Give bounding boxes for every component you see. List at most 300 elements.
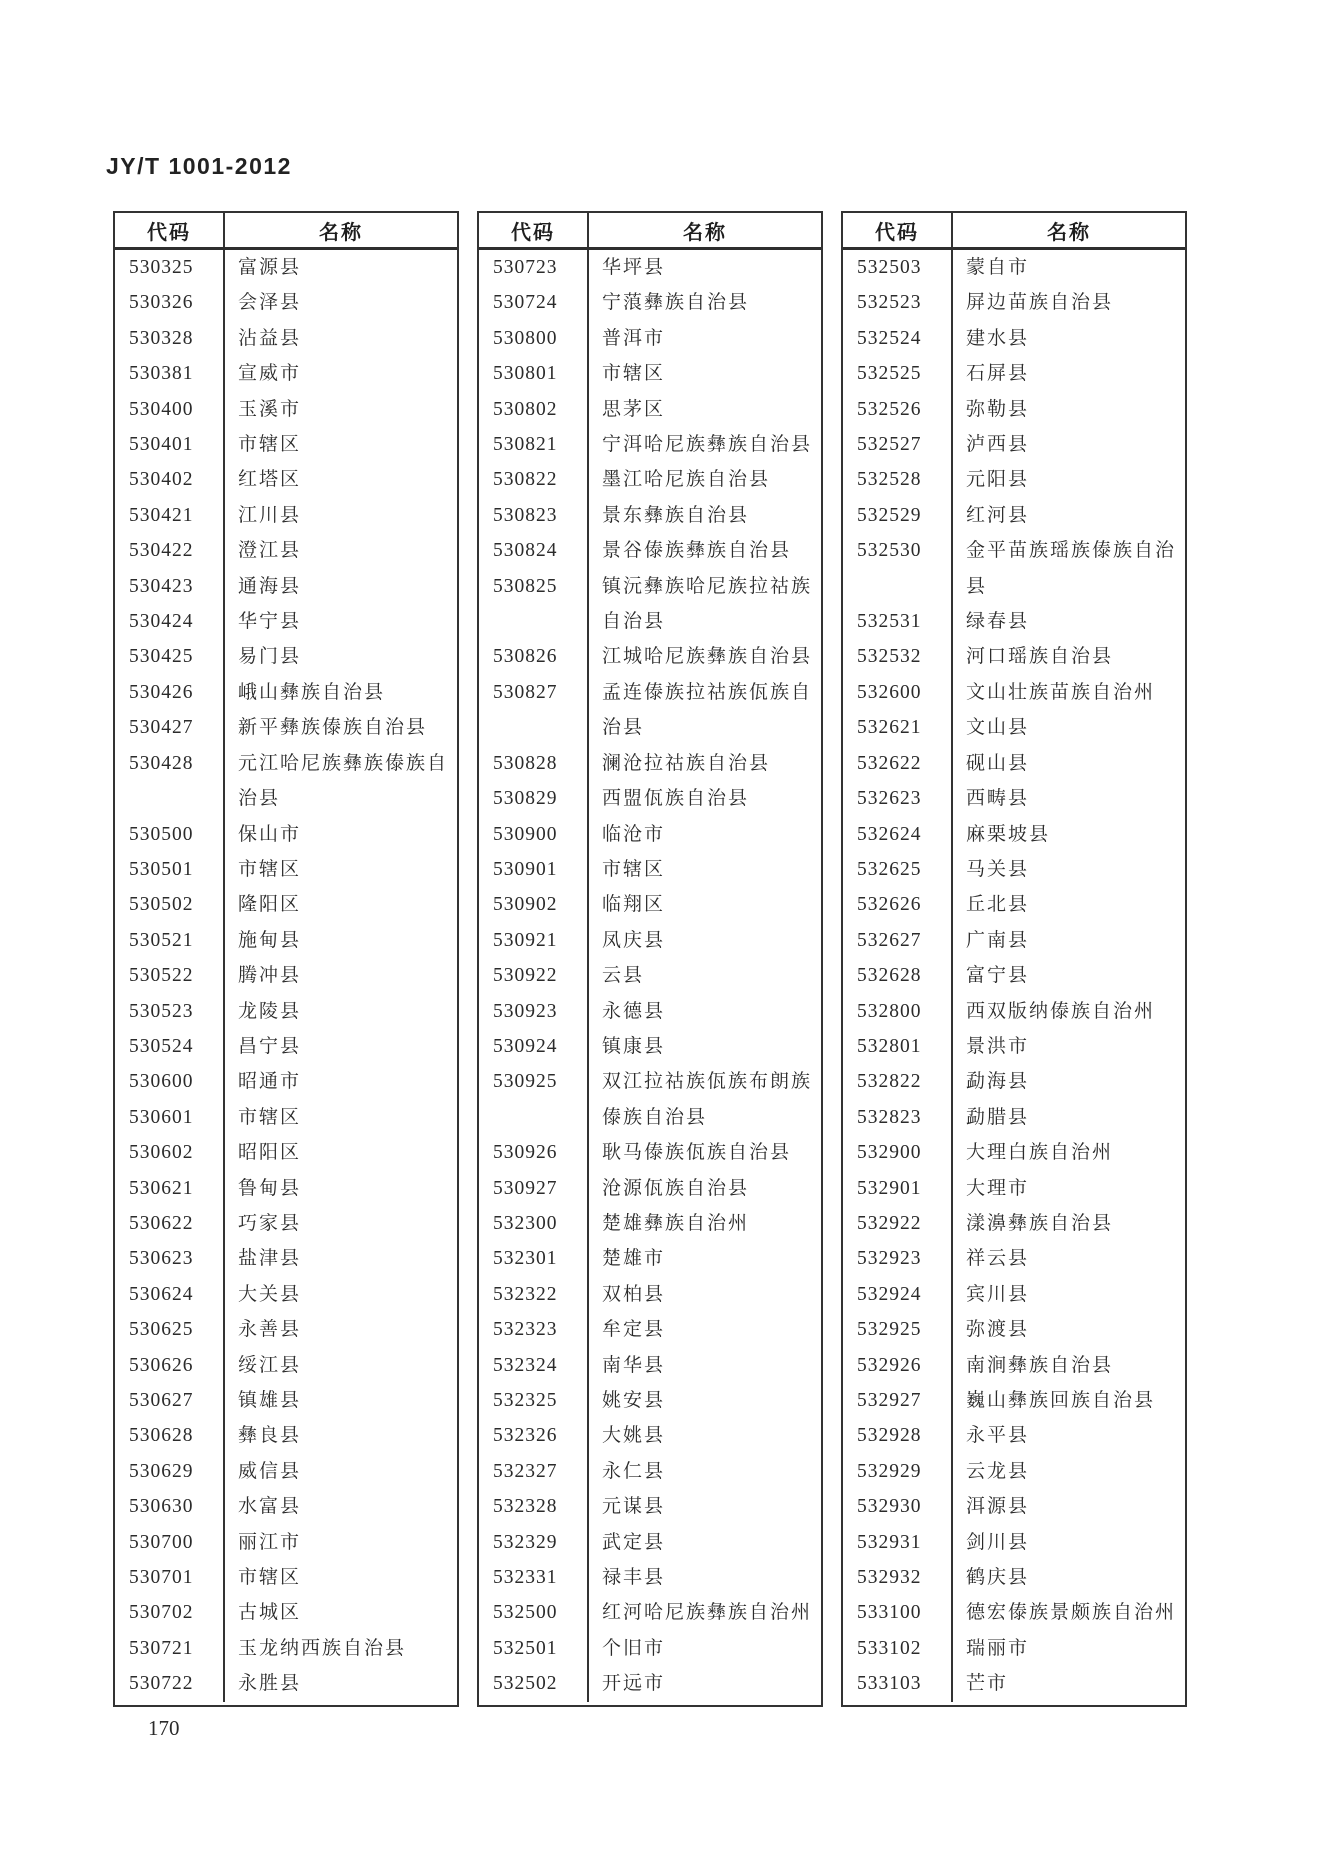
region-code: 532502 [493, 1673, 558, 1695]
region-name: 弥渡县 [951, 1312, 1185, 1347]
region-code: 530722 [129, 1673, 194, 1695]
code-table-middle [477, 211, 823, 1707]
region-name: 洱源县 [951, 1489, 1185, 1524]
region-code: 532822 [857, 1071, 922, 1093]
table-row [843, 1595, 1185, 1630]
region-code: 532622 [857, 752, 922, 774]
region-name: 勐海县 [951, 1064, 1185, 1099]
region-code: 530925 [493, 1071, 558, 1093]
region-name: 蒙自市 [951, 250, 1185, 285]
table-row [115, 1418, 457, 1453]
table-row [843, 250, 1185, 285]
region-name: 景东彝族自治县 [587, 498, 821, 533]
region-name: 丘北县 [951, 887, 1185, 922]
table-row [115, 852, 457, 887]
table-row [843, 1312, 1185, 1347]
region-code: 530923 [493, 1000, 558, 1022]
table-row [115, 1489, 457, 1524]
region-code: 530326 [129, 292, 194, 314]
table-row [115, 321, 457, 356]
table-row [479, 1277, 821, 1312]
table-row [843, 1631, 1185, 1666]
region-code: 530602 [129, 1142, 194, 1164]
table-row [843, 498, 1185, 533]
region-name: 禄丰县 [587, 1560, 821, 1595]
region-code: 530723 [493, 257, 558, 278]
region-code: 530823 [493, 504, 558, 526]
region-code: 530502 [129, 894, 194, 916]
table-row [843, 533, 1185, 604]
region-name: 峨山彝族自治县 [223, 675, 457, 710]
table-row [843, 1489, 1185, 1524]
region-code: 530826 [493, 646, 558, 668]
region-code: 530828 [493, 752, 558, 774]
region-code: 532621 [857, 717, 922, 739]
column-header-code: 代码 [511, 221, 555, 244]
table-row [115, 604, 457, 639]
table-row [479, 1595, 821, 1630]
region-code: 530623 [129, 1248, 194, 1270]
table-row [115, 1206, 457, 1241]
table-row [115, 1454, 457, 1489]
region-name: 威信县 [223, 1454, 457, 1489]
table-row [479, 817, 821, 852]
table-row [843, 639, 1185, 674]
region-code: 530701 [129, 1567, 194, 1589]
table-row [115, 710, 457, 745]
table-row [843, 746, 1185, 781]
region-name: 开远市 [587, 1666, 821, 1701]
region-code: 532625 [857, 858, 922, 880]
region-code: 532800 [857, 1000, 922, 1022]
region-code: 532923 [857, 1248, 922, 1270]
region-code: 532801 [857, 1035, 922, 1057]
table-row [843, 1525, 1185, 1560]
region-code: 532327 [493, 1460, 558, 1482]
region-name: 剑川县 [951, 1525, 1185, 1560]
region-name: 昌宁县 [223, 1029, 457, 1064]
region-code: 532932 [857, 1567, 922, 1589]
region-name: 马关县 [951, 852, 1185, 887]
region-code: 530424 [129, 611, 194, 633]
region-name: 双柏县 [587, 1277, 821, 1312]
table-body [115, 250, 457, 1705]
table-row [115, 533, 457, 568]
table-row [843, 285, 1185, 320]
region-code: 530829 [493, 788, 558, 810]
region-code: 530524 [129, 1035, 194, 1057]
table-header-row [479, 213, 821, 250]
table-row [115, 498, 457, 533]
region-code: 530601 [129, 1106, 194, 1128]
table-row [115, 1666, 457, 1701]
region-name: 元阳县 [951, 462, 1185, 497]
region-code: 532301 [493, 1248, 558, 1270]
region-code: 532528 [857, 469, 922, 491]
region-name: 祥云县 [951, 1241, 1185, 1276]
table-row [479, 462, 821, 497]
table-row [479, 852, 821, 887]
region-code: 532925 [857, 1319, 922, 1341]
region-code: 532331 [493, 1567, 558, 1589]
table-row [843, 817, 1185, 852]
table-row [843, 994, 1185, 1029]
table-row [115, 1171, 457, 1206]
table-row [115, 1100, 457, 1135]
region-code: 530423 [129, 575, 194, 597]
region-code: 532529 [857, 504, 922, 526]
region-code: 530328 [129, 327, 194, 349]
region-name: 云龙县 [951, 1454, 1185, 1489]
region-name: 大关县 [223, 1277, 457, 1312]
region-name: 漾濞彝族自治县 [951, 1206, 1185, 1241]
table-row [479, 569, 821, 640]
table-row [115, 958, 457, 993]
region-name: 德宏傣族景颇族自治州 [951, 1595, 1185, 1630]
region-name: 文山县 [951, 710, 1185, 745]
region-name: 玉溪市 [223, 392, 457, 427]
region-code: 530801 [493, 363, 558, 385]
region-name: 易门县 [223, 639, 457, 674]
region-name: 富宁县 [951, 958, 1185, 993]
region-name: 砚山县 [951, 746, 1185, 781]
table-row [115, 817, 457, 852]
region-name: 孟连傣族拉祜族佤族自治县 [587, 675, 821, 746]
region-code: 532503 [857, 257, 922, 278]
region-code: 532325 [493, 1390, 558, 1411]
region-code: 532926 [857, 1354, 922, 1376]
table-row [843, 710, 1185, 745]
table-row [479, 1489, 821, 1524]
region-code: 532524 [857, 327, 922, 349]
table-row [479, 1064, 821, 1135]
region-name: 澄江县 [223, 533, 457, 568]
table-row [479, 1348, 821, 1383]
region-code: 530624 [129, 1283, 194, 1305]
region-code: 530500 [129, 823, 194, 845]
table-row [843, 1064, 1185, 1099]
region-name: 新平彝族傣族自治县 [223, 710, 457, 745]
region-name: 镇沅彝族哈尼族拉祜族自治县 [587, 569, 821, 640]
region-name: 屏边苗族自治县 [951, 285, 1185, 320]
region-name: 鹤庆县 [951, 1560, 1185, 1595]
region-name: 牟定县 [587, 1312, 821, 1347]
column-header-code: 代码 [875, 221, 919, 244]
table-row [479, 1560, 821, 1595]
region-code: 533102 [857, 1637, 922, 1659]
table-row [115, 569, 457, 604]
table-row [479, 392, 821, 427]
region-code: 530927 [493, 1177, 558, 1199]
region-name: 建水县 [951, 321, 1185, 356]
table-row [115, 994, 457, 1029]
table-header-row [115, 213, 457, 250]
table-row [479, 1418, 821, 1453]
region-name: 大姚县 [587, 1418, 821, 1453]
region-code: 532500 [493, 1602, 558, 1624]
table-row [115, 1631, 457, 1666]
region-name: 市辖区 [587, 852, 821, 887]
region-code: 532526 [857, 398, 922, 420]
region-code: 530902 [493, 894, 558, 916]
region-code: 530822 [493, 469, 558, 491]
region-name: 施甸县 [223, 923, 457, 958]
region-code: 530325 [129, 257, 194, 278]
region-code: 530629 [129, 1460, 194, 1482]
region-name: 腾冲县 [223, 958, 457, 993]
table-row [479, 675, 821, 746]
region-name: 沾益县 [223, 321, 457, 356]
table-row [843, 1383, 1185, 1418]
region-name: 弥勒县 [951, 392, 1185, 427]
region-name: 金平苗族瑶族傣族自治县 [951, 533, 1185, 604]
region-code: 530422 [129, 540, 194, 562]
region-code: 530900 [493, 823, 558, 845]
table-row [115, 1064, 457, 1099]
table-row [843, 1348, 1185, 1383]
region-code: 532329 [493, 1531, 558, 1553]
region-name: 盐津县 [223, 1241, 457, 1276]
table-row [115, 1595, 457, 1630]
region-name: 文山壮族苗族自治州 [951, 675, 1185, 710]
table-row [479, 1135, 821, 1170]
region-name: 宁洱哈尼族彝族自治县 [587, 427, 821, 462]
region-name: 龙陵县 [223, 994, 457, 1029]
region-code: 532623 [857, 788, 922, 810]
table-row [479, 1171, 821, 1206]
region-name: 楚雄市 [587, 1241, 821, 1276]
region-name: 江城哈尼族彝族自治县 [587, 639, 821, 674]
region-code: 530628 [129, 1425, 194, 1447]
region-code: 532922 [857, 1212, 922, 1234]
table-row [843, 852, 1185, 887]
region-name: 芒市 [951, 1666, 1185, 1701]
region-code: 530521 [129, 929, 194, 951]
table-row [843, 923, 1185, 958]
region-code: 530523 [129, 1000, 194, 1022]
region-name: 澜沧拉祜族自治县 [587, 746, 821, 781]
table-row [115, 746, 457, 817]
column-header-name: 名称 [951, 213, 1185, 247]
table-row [479, 498, 821, 533]
table-row [479, 321, 821, 356]
region-code: 530381 [129, 363, 194, 385]
region-name: 麻栗坡县 [951, 817, 1185, 852]
region-name: 市辖区 [223, 427, 457, 462]
region-name: 通海县 [223, 569, 457, 604]
region-name: 绥江县 [223, 1348, 457, 1383]
region-code: 530425 [129, 646, 194, 668]
table-row [843, 1560, 1185, 1595]
table-row [115, 675, 457, 710]
region-code: 530428 [129, 752, 194, 774]
region-code: 532626 [857, 894, 922, 916]
region-name: 宣威市 [223, 356, 457, 391]
region-code: 532924 [857, 1283, 922, 1305]
region-name: 永平县 [951, 1418, 1185, 1453]
region-code: 532322 [493, 1283, 558, 1305]
region-name: 西盟佤族自治县 [587, 781, 821, 816]
region-code: 532328 [493, 1496, 558, 1518]
region-name: 永德县 [587, 994, 821, 1029]
region-name: 墨江哈尼族自治县 [587, 462, 821, 497]
table-row [843, 604, 1185, 639]
region-code: 530426 [129, 681, 194, 703]
region-code: 530901 [493, 858, 558, 880]
region-name: 元江哈尼族彝族傣族自治县 [223, 746, 457, 817]
region-name: 彝良县 [223, 1418, 457, 1453]
region-name: 市辖区 [587, 356, 821, 391]
region-name: 红河县 [951, 498, 1185, 533]
region-name: 镇康县 [587, 1029, 821, 1064]
region-name: 玉龙纳西族自治县 [223, 1631, 457, 1666]
region-name: 富源县 [223, 250, 457, 285]
region-name: 镇雄县 [223, 1383, 457, 1418]
table-row [115, 1241, 457, 1276]
table-row [843, 1418, 1185, 1453]
region-name: 市辖区 [223, 1100, 457, 1135]
table-row [115, 1525, 457, 1560]
region-code: 532326 [493, 1425, 558, 1447]
region-code: 533100 [857, 1602, 922, 1624]
table-row [479, 1312, 821, 1347]
region-code: 530621 [129, 1177, 194, 1199]
region-name: 普洱市 [587, 321, 821, 356]
region-code: 530724 [493, 292, 558, 314]
region-name: 鲁甸县 [223, 1171, 457, 1206]
region-code: 530401 [129, 434, 194, 456]
region-code: 530702 [129, 1602, 194, 1624]
region-code: 532628 [857, 965, 922, 987]
region-code: 532323 [493, 1319, 558, 1341]
region-name: 华坪县 [587, 250, 821, 285]
region-code: 530421 [129, 504, 194, 526]
region-name: 姚安县 [587, 1383, 821, 1418]
region-code: 530625 [129, 1319, 194, 1341]
table-row [479, 1525, 821, 1560]
region-code: 530926 [493, 1142, 558, 1164]
region-code: 532931 [857, 1531, 922, 1553]
table-body [479, 250, 821, 1705]
region-code: 532927 [857, 1390, 922, 1411]
code-table-left [113, 211, 459, 1707]
table-row [115, 1277, 457, 1312]
table-body [843, 250, 1185, 1705]
table-row [479, 533, 821, 568]
table-row [479, 639, 821, 674]
code-tables-container [113, 211, 1187, 1707]
region-name: 大理市 [951, 1171, 1185, 1206]
region-code: 530501 [129, 858, 194, 880]
table-row [479, 1631, 821, 1666]
region-name: 个旧市 [587, 1631, 821, 1666]
region-code: 530800 [493, 327, 558, 349]
region-code: 532523 [857, 292, 922, 314]
region-name: 大理白族自治州 [951, 1135, 1185, 1170]
region-code: 532530 [857, 540, 922, 562]
column-header-code: 代码 [147, 221, 191, 244]
region-code: 532600 [857, 681, 922, 703]
region-code: 530924 [493, 1035, 558, 1057]
region-name: 江川县 [223, 498, 457, 533]
region-name: 水富县 [223, 1489, 457, 1524]
table-row [843, 887, 1185, 922]
standard-number: JY/T 1001-2012 [106, 153, 292, 179]
table-row [479, 1454, 821, 1489]
region-code: 532900 [857, 1142, 922, 1164]
region-code: 530522 [129, 965, 194, 987]
region-code: 532624 [857, 823, 922, 845]
region-name: 南涧彝族自治县 [951, 1348, 1185, 1383]
region-name: 凤庆县 [587, 923, 821, 958]
region-code: 530821 [493, 434, 558, 456]
region-name: 云县 [587, 958, 821, 993]
table-row [843, 1206, 1185, 1241]
region-code: 530402 [129, 469, 194, 491]
region-name: 巍山彝族回族自治县 [951, 1383, 1185, 1418]
table-row [479, 1383, 821, 1418]
region-name: 巧家县 [223, 1206, 457, 1241]
table-row [115, 1029, 457, 1064]
region-name: 景洪市 [951, 1029, 1185, 1064]
table-row [479, 746, 821, 781]
region-code: 532627 [857, 929, 922, 951]
table-row [115, 1383, 457, 1418]
table-row [115, 356, 457, 391]
table-row [115, 887, 457, 922]
table-row [479, 781, 821, 816]
table-row [843, 1277, 1185, 1312]
table-row [115, 285, 457, 320]
region-code: 533103 [857, 1673, 922, 1695]
table-row [843, 1666, 1185, 1701]
table-row [843, 321, 1185, 356]
region-name: 昭阳区 [223, 1135, 457, 1170]
table-row [479, 887, 821, 922]
table-row [479, 427, 821, 462]
region-name: 保山市 [223, 817, 457, 852]
region-code: 530824 [493, 540, 558, 562]
region-name: 永胜县 [223, 1666, 457, 1701]
table-row [843, 1171, 1185, 1206]
region-name: 瑞丽市 [951, 1631, 1185, 1666]
region-name: 双江拉祜族佤族布朗族傣族自治县 [587, 1064, 821, 1135]
region-name: 永仁县 [587, 1454, 821, 1489]
table-row [843, 781, 1185, 816]
region-code: 532928 [857, 1425, 922, 1447]
table-row [843, 392, 1185, 427]
table-row [115, 392, 457, 427]
region-code: 530627 [129, 1390, 194, 1411]
region-code: 532929 [857, 1460, 922, 1482]
region-code: 532901 [857, 1177, 922, 1199]
region-name: 红塔区 [223, 462, 457, 497]
table-row [479, 250, 821, 285]
table-row [479, 994, 821, 1029]
table-row [843, 1454, 1185, 1489]
region-name: 石屏县 [951, 356, 1185, 391]
page-number: 170 [148, 1716, 180, 1740]
region-code: 530626 [129, 1354, 194, 1376]
region-code: 530921 [493, 929, 558, 951]
region-code: 532532 [857, 646, 922, 668]
region-code: 532531 [857, 611, 922, 633]
region-name: 永善县 [223, 1312, 457, 1347]
table-row [843, 1135, 1185, 1170]
region-code: 532324 [493, 1354, 558, 1376]
region-name: 沧源佤族自治县 [587, 1171, 821, 1206]
region-name: 红河哈尼族彝族自治州 [587, 1595, 821, 1630]
